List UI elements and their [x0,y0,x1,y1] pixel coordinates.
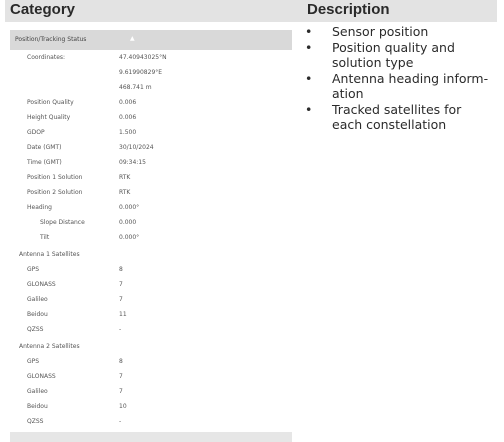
satellite-count: 7 [119,296,123,303]
panel-footer-bar [10,432,292,442]
category-column-header: Category [10,1,76,18]
status-row [10,172,292,184]
description-item [304,24,504,40]
satellite-row [10,309,292,321]
description-text: Antenna heading inform- [332,70,489,86]
status-row [10,97,292,109]
constellation-label: QZSS [27,418,44,425]
collapse-caret-icon[interactable]: ▲ [130,35,135,42]
status-row [10,187,292,199]
status-label: Heading [27,204,52,211]
description-item [304,71,504,102]
status-row [10,127,292,139]
status-label: Date (GMT) [27,144,62,151]
table-header-bar [5,0,497,22]
coordinates-row [10,52,292,64]
constellation-label: Beidou [27,403,48,410]
satellite-row [10,386,292,398]
coordinates-row [10,82,292,94]
description-text: Position quality and [332,39,455,55]
constellation-label: GLONASS [27,373,56,380]
latitude-value: 47.40943025°N [119,54,167,61]
satellite-count: 10 [119,403,127,410]
description-text: ation [332,86,364,101]
constellation-label: Beidou [27,311,48,318]
satellite-count: - [119,418,122,425]
satellite-count: 7 [119,281,123,288]
status-value: 09:34:15 [119,159,146,166]
satellite-row [10,416,292,428]
status-label: Position 2 Solution [27,189,83,196]
satellite-count: 8 [119,358,123,365]
satellite-row [10,371,292,383]
satellite-count: - [119,326,122,333]
status-value: 0.006 [119,99,137,106]
antenna-2-group-header [10,341,292,353]
antenna-1-title: Antenna 1 Satellites [19,251,80,258]
status-value: RTK [119,189,131,196]
panel-header[interactable] [10,30,292,50]
satellite-row [10,294,292,306]
description-text: solution type [332,55,414,70]
bullet-icon: • [305,101,313,117]
description-item [304,102,504,133]
height-value: 468.741 m [119,84,152,91]
description-text: Sensor position [332,24,429,39]
description-item [304,40,504,71]
status-label: Height Quality [27,114,71,121]
panel-title: Position/Tracking Status [15,36,87,43]
antenna-1-group-header [10,249,292,261]
satellite-row [10,264,292,276]
status-value: 30/10/2024 [119,144,154,151]
satellite-count: 7 [119,373,123,380]
constellation-label: GPS [27,358,40,365]
status-value: 0.000 [119,219,137,226]
satellite-row [10,279,292,291]
description-text: Tracked satellites for [332,101,462,117]
constellation-label: QZSS [27,326,44,333]
satellite-row [10,401,292,413]
description-text: each constellation [332,117,447,132]
status-value: 0.000° [119,234,140,241]
status-row [10,157,292,169]
coordinates-row [10,67,292,79]
constellation-label: Galileo [27,388,48,395]
satellite-row [10,356,292,368]
satellite-count: 7 [119,388,123,395]
satellite-count: 8 [119,266,123,273]
status-row [10,142,292,154]
status-value: 0.000° [119,204,140,211]
status-label: Position Quality [27,99,74,106]
bullet-icon: • [305,70,313,86]
position-tracking-status-panel [10,30,292,442]
satellite-count: 11 [119,311,127,318]
bullet-icon: • [305,24,313,39]
status-row [10,217,292,229]
antenna-2-title: Antenna 2 Satellites [19,343,80,350]
status-value: 0.006 [119,114,137,121]
status-row [10,202,292,214]
status-label: Slope Distance [40,219,85,226]
status-value: RTK [119,174,131,181]
coordinates-label: Coordinates: [27,54,66,61]
constellation-label: GLONASS [27,281,56,288]
satellite-row [10,324,292,336]
constellation-label: GPS [27,266,40,273]
status-label: Time (GMT) [27,159,62,166]
status-label: Position 1 Solution [27,174,83,181]
description-column-header: Description [307,1,390,18]
status-row [10,232,292,244]
status-value: 1.500 [119,129,137,136]
bullet-icon: • [305,39,313,55]
description-list [304,24,504,133]
status-row [10,112,292,124]
constellation-label: Galileo [27,296,48,303]
status-label: Tilt [40,234,50,241]
longitude-value: 9.61990829°E [119,69,163,76]
status-label: GDOP [27,129,45,136]
